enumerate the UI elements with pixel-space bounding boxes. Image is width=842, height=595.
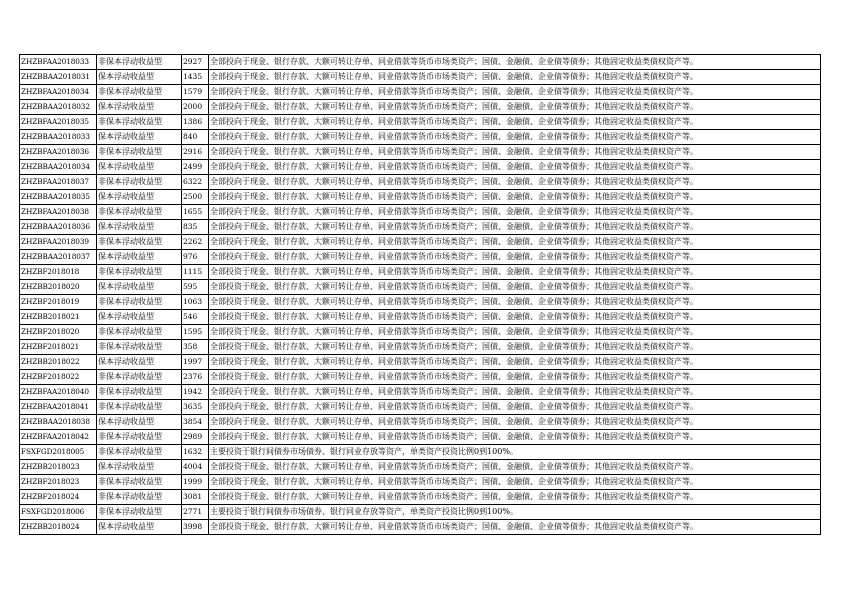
table-row <box>20 190 821 205</box>
table-row <box>20 400 821 415</box>
income-type-cell: 非保本浮动收益型 <box>97 385 182 400</box>
amount-cell: 2989 <box>182 430 209 445</box>
table-row <box>20 160 821 175</box>
investment-scope-cell: 全部投向于现金、银行存款、大额可转让存单、同业借款等货币市场类资产；国债、金融债、企业债等债券；其他固定收益类债权资产等。 <box>209 205 821 220</box>
table-row <box>20 250 821 265</box>
income-type-cell: 保本浮动收益型 <box>97 415 182 430</box>
amount-cell: 835 <box>182 220 209 235</box>
investment-scope-cell: 全部投资于现金、银行存款、大额可转让存单、同业借款等货币市场类资产；国债、金融债、企业债等债券；其他固定收益类债权资产等。 <box>209 475 821 490</box>
table-row <box>20 175 821 190</box>
income-type-cell: 保本浮动收益型 <box>97 355 182 370</box>
amount-cell: 1942 <box>182 385 209 400</box>
investment-scope-cell: 全部投向于现金、银行存款、大额可转让存单、同业借款等货币市场类资产；国债、金融债、企业债等债券；其他固定收益类债权资产等。 <box>209 190 821 205</box>
product-code-cell: ZHZBBAA2018035 <box>20 190 97 205</box>
table-row <box>20 310 821 325</box>
income-type-cell: 非保本浮动收益型 <box>97 475 182 490</box>
product-table <box>19 54 821 535</box>
product-code-cell: ZHZBF2018018 <box>20 265 97 280</box>
amount-cell: 3081 <box>182 490 209 505</box>
product-code-cell: ZHZBBAA2018031 <box>20 70 97 85</box>
income-type-cell: 非保本浮动收益型 <box>97 85 182 100</box>
table-row <box>20 265 821 280</box>
product-code-cell: ZHZBF2018023 <box>20 475 97 490</box>
investment-scope-cell: 全部投向于现金、银行存款、大额可转让存单、同业借款等货币市场类资产；国债、金融债、企业债等债券；其他固定收益类债权资产等。 <box>209 115 821 130</box>
product-code-cell: ZHZBF2018019 <box>20 295 97 310</box>
investment-scope-cell: 全部投向于现金、银行存款、大额可转让存单、同业借款等货币市场类资产；国债、金融债、企业债等债券；其他固定收益类债权资产等。 <box>209 385 821 400</box>
table-row <box>20 205 821 220</box>
amount-cell: 1386 <box>182 115 209 130</box>
table-row <box>20 370 821 385</box>
amount-cell: 1632 <box>182 445 209 460</box>
amount-cell: 358 <box>182 340 209 355</box>
table-row <box>20 220 821 235</box>
income-type-cell: 非保本浮动收益型 <box>97 295 182 310</box>
investment-scope-cell: 全部投向于现金、银行存款、大额可转让存单、同业借款等货币市场类资产；国债、金融债、企业债等债券；其他固定收益类债权资产等。 <box>209 145 821 160</box>
investment-scope-cell: 全部投资于现金、银行存款、大额可转让存单、同业借款等货币市场类资产；国债、金融债、企业债等债券；其他固定收益类债权资产等。 <box>209 490 821 505</box>
product-code-cell: ZHZBF2018022 <box>20 370 97 385</box>
product-code-cell: ZHZBFAA2018040 <box>20 385 97 400</box>
investment-scope-cell: 全部投向于现金、银行存款、大额可转让存单、同业借款等货币市场类资产；国债、金融债、企业债等债券；其他固定收益类债权资产等。 <box>209 70 821 85</box>
table-row <box>20 325 821 340</box>
product-code-cell: ZHZBB2018021 <box>20 310 97 325</box>
product-code-cell: ZHZBFAA2018042 <box>20 430 97 445</box>
amount-cell: 1655 <box>182 205 209 220</box>
investment-scope-cell: 全部投向于现金、银行存款、大额可转让存单、同业借款等货币市场类资产；国债、金融债、企业债等债券；其他固定收益类债权资产等。 <box>209 400 821 415</box>
investment-scope-cell: 全部投资于现金、银行存款、大额可转让存单、同业借款等货币市场类资产；国债、金融债、企业债等债券；其他固定收益类债权资产等。 <box>209 325 821 340</box>
investment-scope-cell: 全部投向于现金、银行存款、大额可转让存单、同业借款等货币市场类资产；国债、金融债、企业债等债券；其他固定收益类债权资产等。 <box>209 175 821 190</box>
amount-cell: 2000 <box>182 100 209 115</box>
investment-scope-cell: 全部投资于现金、银行存款、大额可转让存单、同业借款等货币市场类资产；国债、金融债、企业债等债券；其他固定收益类债权资产等。 <box>209 355 821 370</box>
investment-scope-cell: 全部投资于现金、银行存款、大额可转让存单、同业借款等货币市场类资产；国债、金融债、企业债等债券；其他固定收益类债权资产等。 <box>209 340 821 355</box>
amount-cell: 2771 <box>182 505 209 520</box>
table-row <box>20 355 821 370</box>
table-row <box>20 115 821 130</box>
product-code-cell: ZHZBFAA2018034 <box>20 85 97 100</box>
table-row <box>20 520 821 535</box>
income-type-cell: 保本浮动收益型 <box>97 280 182 295</box>
amount-cell: 1579 <box>182 85 209 100</box>
product-code-cell: ZHZBFAA2018033 <box>20 55 97 70</box>
amount-cell: 2499 <box>182 160 209 175</box>
investment-scope-cell: 主要投资于银行间债券市场债券、银行同业存放等资产，单类资产投资比例0到100%。 <box>209 445 821 460</box>
investment-scope-cell: 全部投资于现金、银行存款、大额可转让存单、同业借款等货币市场类资产；国债、金融债、企业债等债券；其他固定收益类债权资产等。 <box>209 265 821 280</box>
product-code-cell: ZHZBBAA2018037 <box>20 250 97 265</box>
investment-scope-cell: 全部投向于现金、银行存款、大额可转让存单、同业借款等货币市场类资产；国债、金融债、企业债等债券；其他固定收益类债权资产等。 <box>209 55 821 70</box>
amount-cell: 976 <box>182 250 209 265</box>
income-type-cell: 保本浮动收益型 <box>97 70 182 85</box>
amount-cell: 4004 <box>182 460 209 475</box>
product-code-cell: FSXFGD2018005 <box>20 445 97 460</box>
investment-scope-cell: 全部投资于现金、银行存款、大额可转让存单、同业借款等货币市场类资产；国债、金融债、企业债等债券；其他固定收益类债权资产等。 <box>209 295 821 310</box>
income-type-cell: 非保本浮动收益型 <box>97 325 182 340</box>
amount-cell: 2916 <box>182 145 209 160</box>
investment-scope-cell: 全部投向于现金、银行存款、大额可转让存单、同业借款等货币市场类资产；国债、金融债、企业债等债券；其他固定收益类债权资产等。 <box>209 430 821 445</box>
investment-scope-cell: 全部投资于现金、银行存款、大额可转让存单、同业借款等货币市场类资产；国债、金融债、企业债等债券；其他固定收益类债权资产等。 <box>209 370 821 385</box>
investment-scope-cell: 全部投向于现金、银行存款、大额可转让存单、同业借款等货币市场类资产；国债、金融债、企业债等债券；其他固定收益类债权资产等。 <box>209 100 821 115</box>
income-type-cell: 保本浮动收益型 <box>97 460 182 475</box>
amount-cell: 2262 <box>182 235 209 250</box>
investment-scope-cell: 全部投资于现金、银行存款、大额可转让存单、同业借款等货币市场类资产；国债、金融债、企业债等债券；其他固定收益类债权资产等。 <box>209 520 821 535</box>
product-code-cell: ZHZBBAA2018036 <box>20 220 97 235</box>
income-type-cell: 非保本浮动收益型 <box>97 145 182 160</box>
income-type-cell: 非保本浮动收益型 <box>97 505 182 520</box>
investment-scope-cell: 全部投向于现金、银行存款、大额可转让存单、同业借款等货币市场类资产；国债、金融债、企业债等债券；其他固定收益类债权资产等。 <box>209 160 821 175</box>
amount-cell: 1063 <box>182 295 209 310</box>
product-code-cell: ZHZBBAA2018032 <box>20 100 97 115</box>
amount-cell: 2500 <box>182 190 209 205</box>
investment-scope-cell: 全部投向于现金、银行存款、大额可转让存单、同业借款等货币市场类资产；国债、金融债、企业债等债券；其他固定收益类债权资产等。 <box>209 235 821 250</box>
table-row <box>20 70 821 85</box>
amount-cell: 1997 <box>182 355 209 370</box>
income-type-cell: 非保本浮动收益型 <box>97 205 182 220</box>
amount-cell: 3998 <box>182 520 209 535</box>
product-code-cell: ZHZBBAA2018034 <box>20 160 97 175</box>
table-row <box>20 430 821 445</box>
product-code-cell: FSXFGD2018006 <box>20 505 97 520</box>
product-code-cell: ZHZBFAA2018036 <box>20 145 97 160</box>
product-code-cell: ZHZBB2018023 <box>20 460 97 475</box>
table-row <box>20 490 821 505</box>
amount-cell: 1115 <box>182 265 209 280</box>
income-type-cell: 非保本浮动收益型 <box>97 445 182 460</box>
product-code-cell: ZHZBBAA2018038 <box>20 415 97 430</box>
table-row <box>20 145 821 160</box>
table-row <box>20 85 821 100</box>
product-code-cell: ZHZBB2018024 <box>20 520 97 535</box>
table-row <box>20 100 821 115</box>
investment-scope-cell: 全部投向于现金、银行存款、大额可转让存单、同业借款等货币市场类资产；国债、金融债、企业债等债券；其他固定收益类债权资产等。 <box>209 85 821 100</box>
income-type-cell: 非保本浮动收益型 <box>97 265 182 280</box>
table-row <box>20 445 821 460</box>
income-type-cell: 保本浮动收益型 <box>97 130 182 145</box>
income-type-cell: 非保本浮动收益型 <box>97 115 182 130</box>
amount-cell: 546 <box>182 310 209 325</box>
investment-scope-cell: 全部投向于现金、银行存款、大额可转让存单、同业借款等货币市场类资产；国债、金融债、企业债等债券；其他固定收益类债权资产等。 <box>209 220 821 235</box>
income-type-cell: 非保本浮动收益型 <box>97 400 182 415</box>
income-type-cell: 非保本浮动收益型 <box>97 490 182 505</box>
product-table-body <box>20 55 821 535</box>
amount-cell: 1999 <box>182 475 209 490</box>
product-code-cell: ZHZBFAA2018038 <box>20 205 97 220</box>
amount-cell: 2927 <box>182 55 209 70</box>
product-code-cell: ZHZBFAA2018037 <box>20 175 97 190</box>
table-row <box>20 415 821 430</box>
income-type-cell: 非保本浮动收益型 <box>97 340 182 355</box>
income-type-cell: 非保本浮动收益型 <box>97 370 182 385</box>
product-code-cell: ZHZBF2018024 <box>20 490 97 505</box>
income-type-cell: 非保本浮动收益型 <box>97 55 182 70</box>
table-row <box>20 295 821 310</box>
income-type-cell: 非保本浮动收益型 <box>97 430 182 445</box>
amount-cell: 6322 <box>182 175 209 190</box>
amount-cell: 1435 <box>182 70 209 85</box>
income-type-cell: 保本浮动收益型 <box>97 250 182 265</box>
amount-cell: 3635 <box>182 400 209 415</box>
product-code-cell: ZHZBFAA2018035 <box>20 115 97 130</box>
income-type-cell: 保本浮动收益型 <box>97 520 182 535</box>
income-type-cell: 保本浮动收益型 <box>97 220 182 235</box>
investment-scope-cell: 全部投资于现金、银行存款、大额可转让存单、同业借款等货币市场类资产；国债、金融债、企业债等债券；其他固定收益类债权资产等。 <box>209 310 821 325</box>
income-type-cell: 保本浮动收益型 <box>97 160 182 175</box>
income-type-cell: 非保本浮动收益型 <box>97 175 182 190</box>
table-row <box>20 340 821 355</box>
income-type-cell: 保本浮动收益型 <box>97 100 182 115</box>
amount-cell: 840 <box>182 130 209 145</box>
income-type-cell: 非保本浮动收益型 <box>97 235 182 250</box>
amount-cell: 2376 <box>182 370 209 385</box>
amount-cell: 3854 <box>182 415 209 430</box>
product-code-cell: ZHZBF2018020 <box>20 325 97 340</box>
table-row <box>20 130 821 145</box>
table-row <box>20 280 821 295</box>
table-row <box>20 475 821 490</box>
income-type-cell: 保本浮动收益型 <box>97 190 182 205</box>
investment-scope-cell: 全部投资于现金、银行存款、大额可转让存单、同业借款等货币市场类资产；国债、金融债、企业债等债券；其他固定收益类债权资产等。 <box>209 280 821 295</box>
amount-cell: 1595 <box>182 325 209 340</box>
investment-scope-cell: 主要投资于银行间债券市场债券、银行同业存放等资产，单类资产投资比例0到100%。 <box>209 505 821 520</box>
product-code-cell: ZHZBBAA2018033 <box>20 130 97 145</box>
investment-scope-cell: 全部投向于现金、银行存款、大额可转让存单、同业借款等货币市场类资产；国债、金融债、企业债等债券；其他固定收益类债权资产等。 <box>209 250 821 265</box>
investment-scope-cell: 全部投资于现金、银行存款、大额可转让存单、同业借款等货币市场类资产；国债、金融债、企业债等债券；其他固定收益类债权资产等。 <box>209 460 821 475</box>
product-code-cell: ZHZBFAA2018039 <box>20 235 97 250</box>
product-code-cell: ZHZBB2018022 <box>20 355 97 370</box>
table-row <box>20 505 821 520</box>
product-code-cell: ZHZBB2018020 <box>20 280 97 295</box>
product-code-cell: ZHZBFAA2018041 <box>20 400 97 415</box>
product-code-cell: ZHZBF2018021 <box>20 340 97 355</box>
table-row <box>20 460 821 475</box>
income-type-cell: 保本浮动收益型 <box>97 310 182 325</box>
investment-scope-cell: 全部投向于现金、银行存款、大额可转让存单、同业借款等货币市场类资产；国债、金融债、企业债等债券；其他固定收益类债权资产等。 <box>209 130 821 145</box>
amount-cell: 595 <box>182 280 209 295</box>
investment-scope-cell: 全部投向于现金、银行存款、大额可转让存单、同业借款等货币市场类资产；国债、金融债、企业债等债券；其他固定收益类债权资产等。 <box>209 415 821 430</box>
table-row <box>20 385 821 400</box>
table-row <box>20 235 821 250</box>
table-row <box>20 55 821 70</box>
